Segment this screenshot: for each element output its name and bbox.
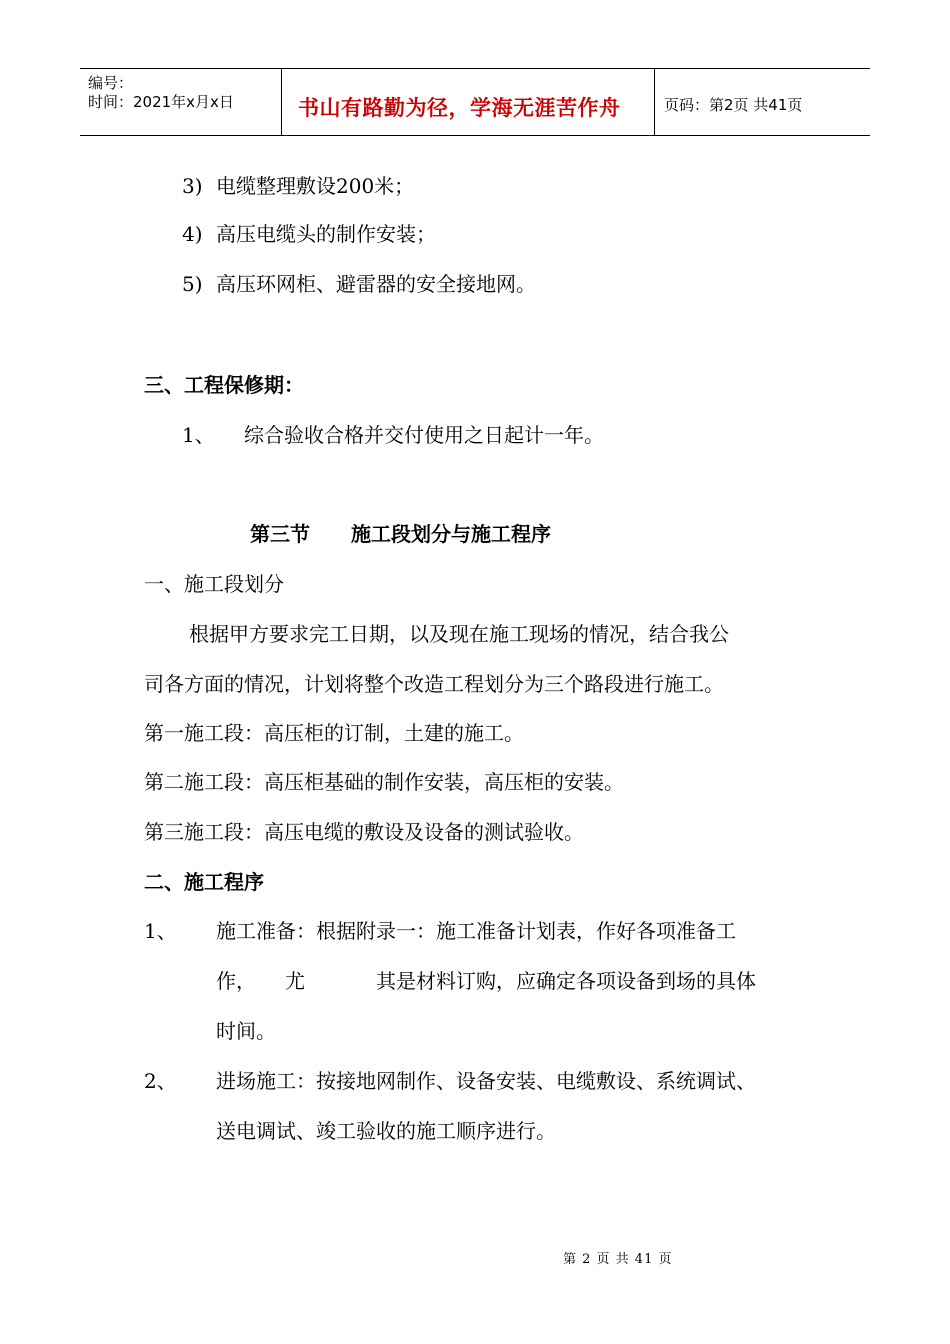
procedure-item-number: 2、 [144,1069,177,1093]
procedure-item2-line2: 送电调试、竣工验收的施工顺序进行。 [216,1119,556,1143]
division-heading: 一、施工段划分 [144,572,284,596]
stage-one: 第一施工段：高压柜的订制，土建的施工。 [144,721,524,745]
list-item: 电缆整理敷设200米； [216,174,415,198]
header-top-rule [80,68,870,69]
procedure-item2-line1: 进场施工：按接地网制作、设备安装、电缆敷设、系统调试、 [216,1069,756,1093]
header-time-label: 时间：2021年x月x日 [88,93,234,111]
warranty-heading: 三、工程保修期： [144,373,304,397]
procedure-heading: 二、施工程序 [144,870,264,894]
procedure-item1-line2-b: 尤 [285,969,305,993]
warranty-item-number: 1、 [182,423,215,447]
footer-page-number: 第 2 页 共 41 页 [563,1252,673,1267]
procedure-item1-line1: 施工准备：根据附录一：施工准备计划表，作好各项准备工 [216,919,736,943]
section-title-left: 第三节 [250,522,310,546]
header-number-label: 编号： [88,74,134,92]
list-item-number: 4) [182,222,203,246]
procedure-item-number: 1、 [144,919,177,943]
list-item: 高压电缆头的制作安装； [216,222,436,246]
list-item-number: 5) [182,272,203,296]
division-paragraph-line2: 司各方面的情况，计划将整个改造工程划分为三个路段进行施工。 [144,672,724,696]
header-divider-left [281,68,282,136]
header-page-info: 页码：第2页 共41页 [664,96,803,114]
header-bottom-rule [80,135,870,136]
header-divider-right [654,68,655,136]
procedure-item1-line2-a: 作， [216,969,256,993]
header-motto: 书山有路勤为径，学海无涯苦作舟 [298,96,621,120]
list-item: 高压环网柜、避雷器的安全接地网。 [216,272,536,296]
division-paragraph-line1: 根据甲方要求完工日期，以及现在施工现场的情况，结合我公 [189,622,729,646]
warranty-item-text: 综合验收合格并交付使用之日起计一年。 [244,423,604,447]
procedure-item1-line2-c: 其是材料订购，应确定各项设备到场的具体 [376,969,756,993]
list-item-number: 3) [182,174,203,198]
procedure-item1-line3: 时间。 [216,1019,276,1043]
stage-three: 第三施工段：高压电缆的敷设及设备的测试验收。 [144,820,584,844]
stage-two: 第二施工段：高压柜基础的制作安装，高压柜的安装。 [144,770,624,794]
section-title-right: 施工段划分与施工程序 [351,522,551,546]
